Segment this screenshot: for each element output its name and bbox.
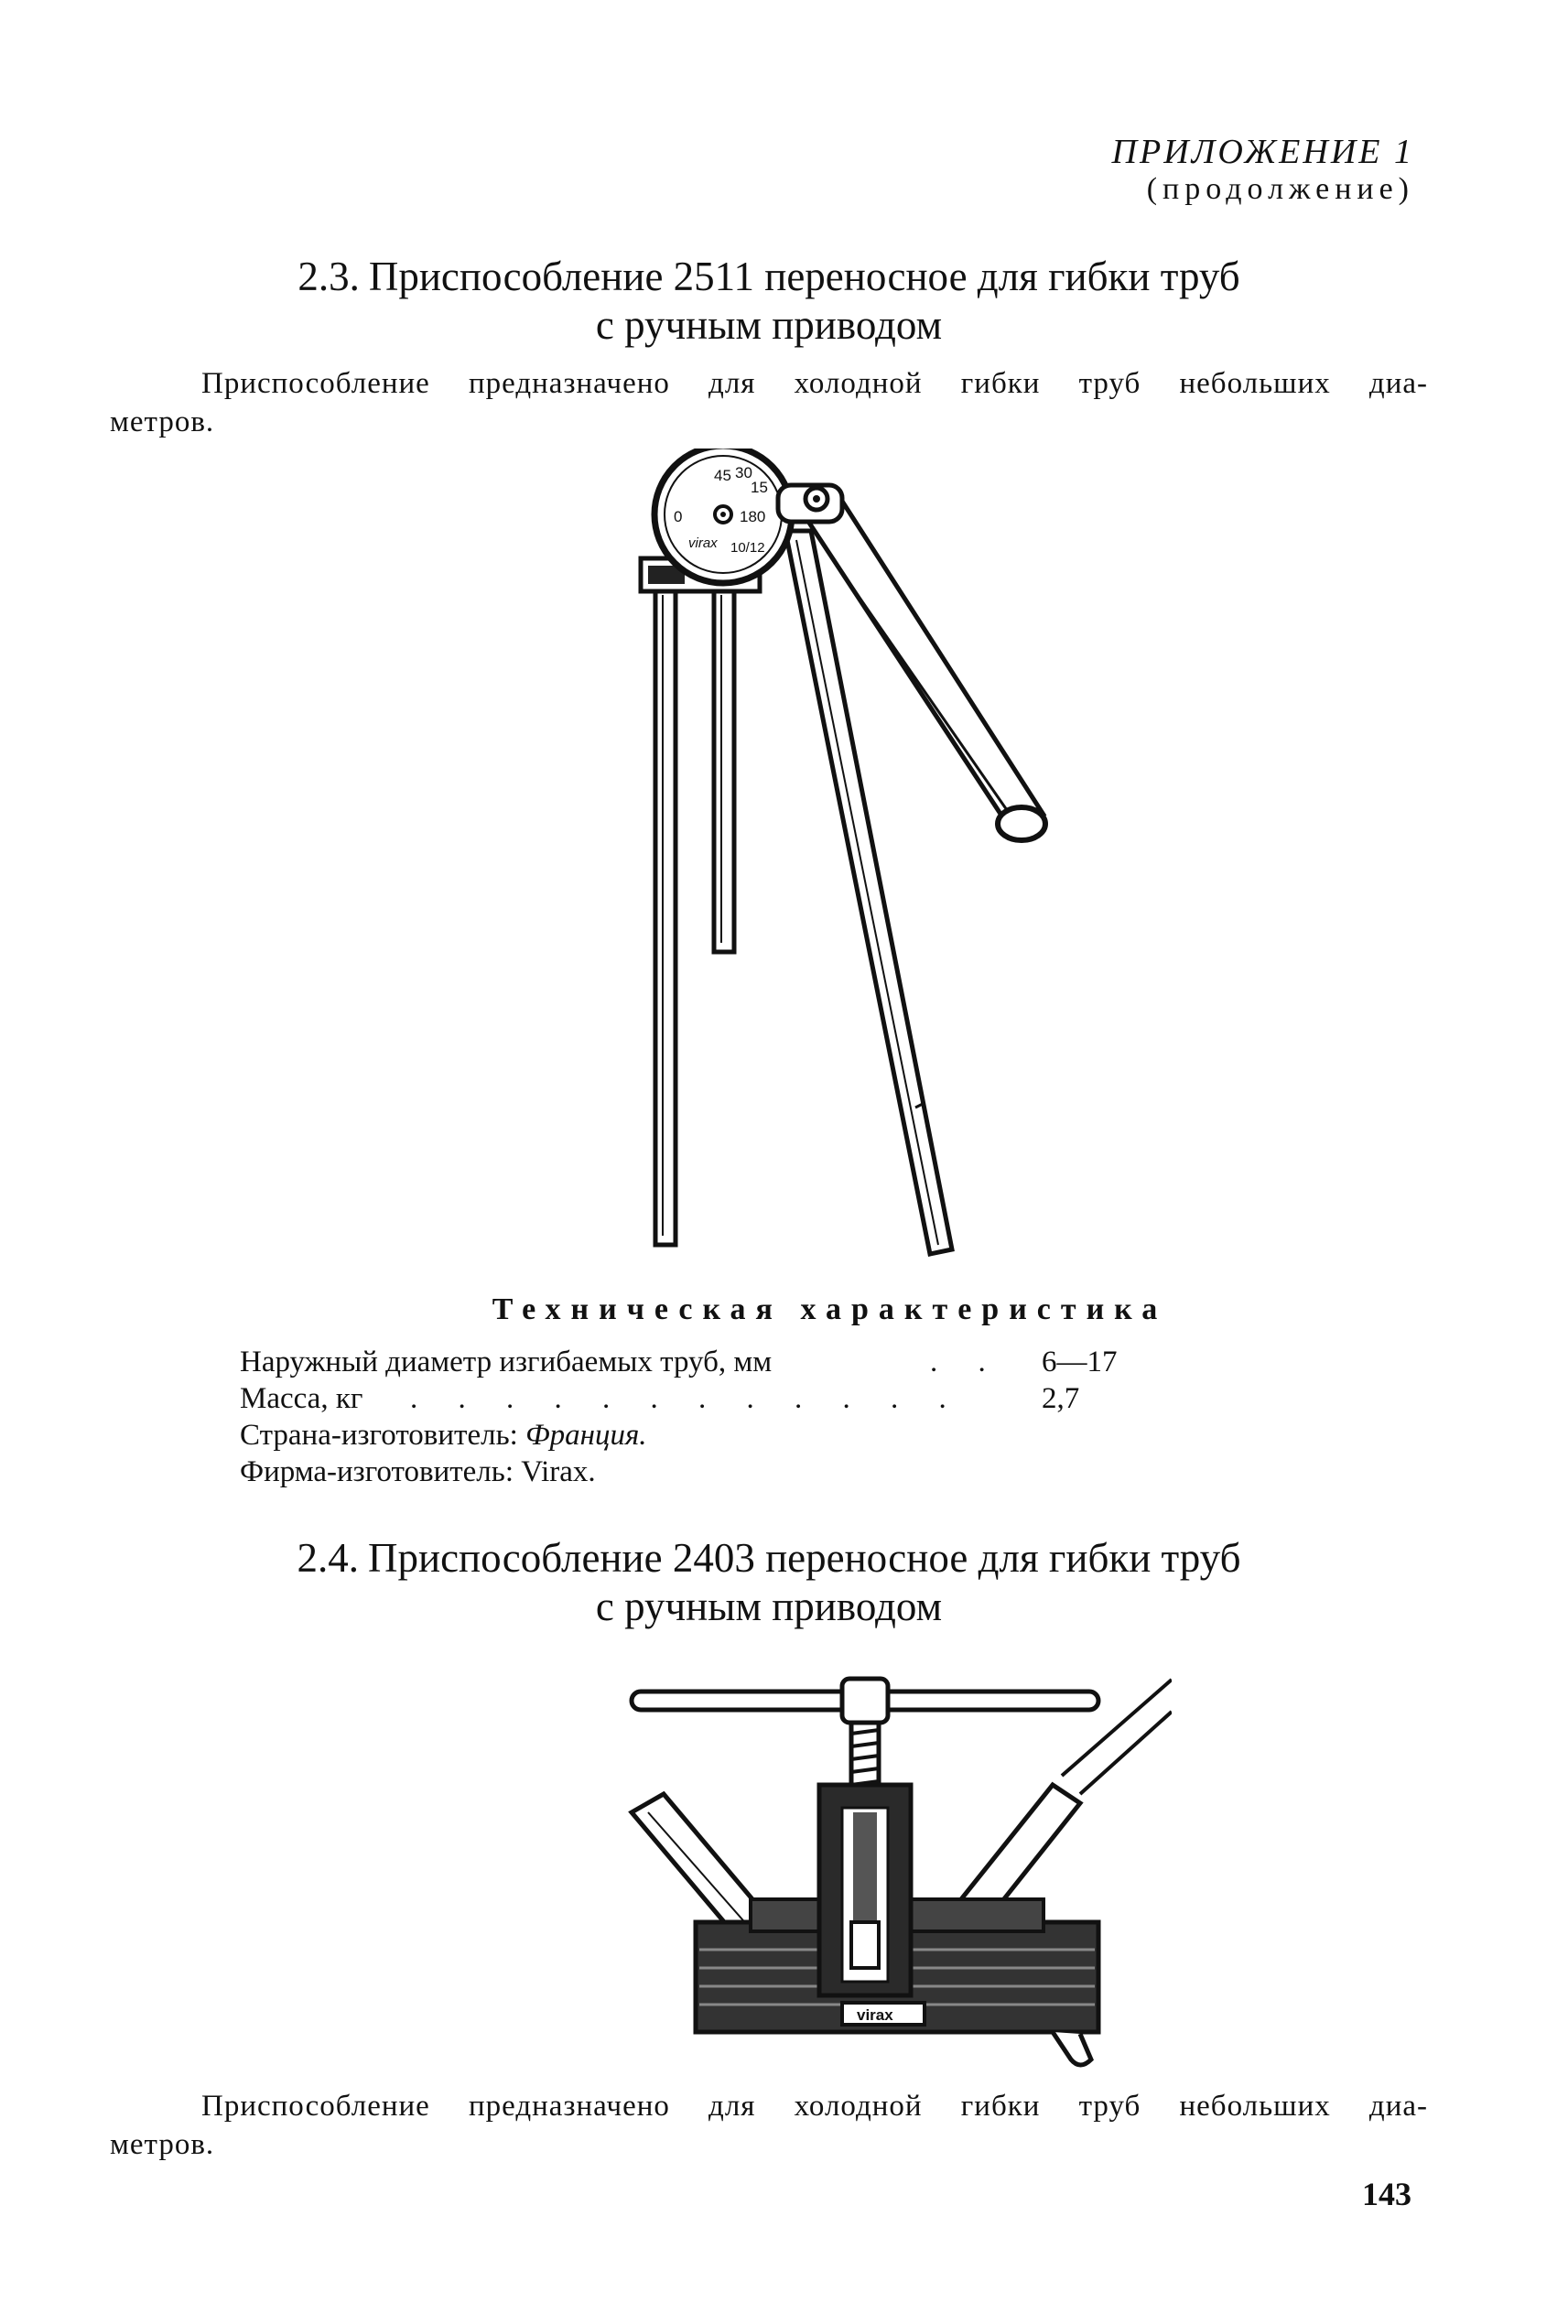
- description-line1: Приспособление предназначено для холодной гибки труб небольших диа-: [201, 2090, 1428, 2123]
- country-value: Франция.: [525, 1419, 647, 1452]
- dial-label-size: 10/12: [730, 540, 765, 556]
- pivot-joint: [778, 485, 842, 522]
- section-number: 2.4.: [297, 1535, 359, 1581]
- spec-row-country: [240, 1417, 647, 1454]
- appendix-subtitle: (продолжение): [1146, 171, 1414, 206]
- dial-brand: virax: [688, 535, 718, 551]
- spec-row: [240, 1380, 1080, 1417]
- description-line2: метров.: [110, 2128, 215, 2161]
- angle-dial: [654, 449, 792, 583]
- tube-bender-2403-illustration: [622, 1675, 1172, 2078]
- spec-leader-dots: . . . . . . . . . . . .: [410, 1382, 963, 1415]
- page-number: 143: [1362, 2176, 1411, 2212]
- spec-label: Масса, кг: [240, 1382, 363, 1415]
- description-line1: Приспособление предназначено для холодной гибки труб небольших диа-: [201, 367, 1428, 400]
- section-heading-2-4: [201, 1534, 1336, 1631]
- tube-bender-2511-illustration: [622, 449, 1098, 1272]
- section-title-line2: с ручным приводом: [595, 302, 943, 349]
- specs-list: [240, 1344, 1118, 1490]
- firm-value: Virax.: [521, 1455, 596, 1488]
- screw-frame: [819, 1785, 911, 1995]
- spec-row: [240, 1344, 1118, 1380]
- section-heading-2-3: [201, 253, 1336, 350]
- virax-plate: [842, 2003, 925, 2025]
- left-long-rod: [655, 586, 676, 1245]
- section-title-line1: Приспособление 2403 переносное для гибки труб: [368, 1535, 1241, 1581]
- dial-label-180: 180: [740, 508, 766, 525]
- appendix-title: ПРИЛОЖЕНИЕ 1: [1111, 133, 1414, 171]
- short-rod: [714, 586, 734, 952]
- appendix-header: [1112, 134, 1414, 206]
- firm-label: Фирма-изготовитель:: [240, 1455, 514, 1488]
- description-line2: метров.: [110, 405, 215, 438]
- country-label: Страна-изготовитель:: [240, 1419, 518, 1452]
- plate-label: virax: [857, 2006, 893, 2024]
- dial-label-15: 15: [751, 479, 768, 496]
- t-handle-bar: [632, 1679, 1098, 1723]
- dial-label-45: 45: [714, 467, 731, 484]
- section-title-line1: Приспособление 2511 переносное для гибки труб: [368, 254, 1240, 299]
- mounting-lug: [1053, 2032, 1091, 2065]
- dial-label-0: 0: [674, 508, 683, 525]
- dial-label-30: 30: [735, 464, 752, 481]
- spec-value: 2,7: [1042, 1382, 1080, 1415]
- spec-leader-dots: . .: [930, 1346, 1002, 1378]
- section-number: 2.3.: [297, 254, 360, 299]
- spec-value: 6—17: [1042, 1346, 1118, 1378]
- section-title-line2: с ручным приводом: [595, 1584, 943, 1630]
- spec-label: Наружный диаметр изгибаемых труб, мм: [240, 1346, 773, 1378]
- section-description-2-3: [110, 364, 1428, 438]
- spec-row-firm: [240, 1454, 647, 1490]
- section-description-2-4: [110, 2087, 1428, 2161]
- specs-title: Техническая характеристика: [492, 1292, 1168, 1326]
